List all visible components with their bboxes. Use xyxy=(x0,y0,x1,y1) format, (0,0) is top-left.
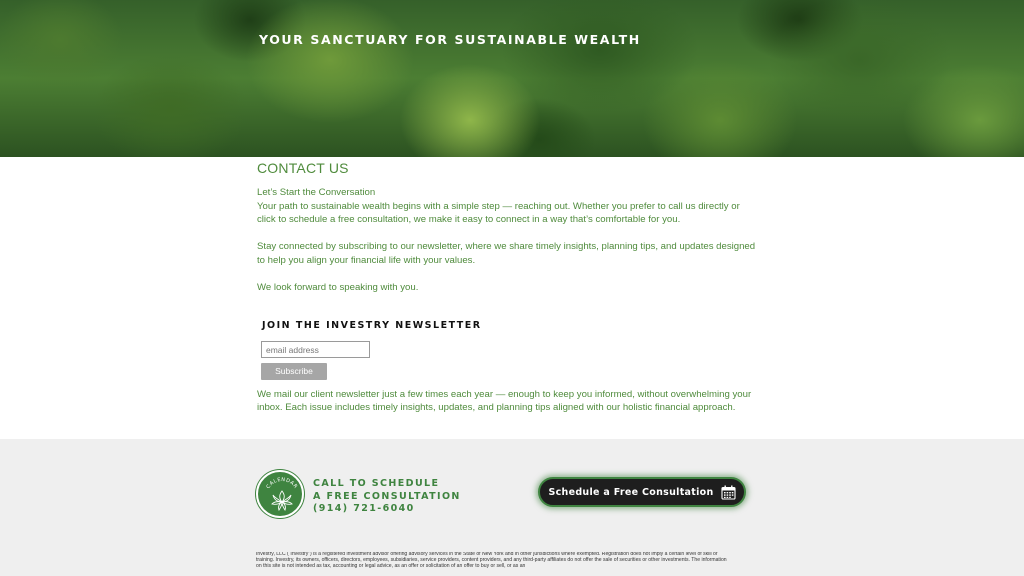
email-input[interactable] xyxy=(261,341,370,358)
contact-paragraph-intro: Your path to sustainable wealth begins with a simple step — reaching out. Whether you prefer to call us directly or click to schedule a free consultation, we make it easy to connect in a way that’s comfortable for you. xyxy=(257,200,740,225)
calendar-badge[interactable] xyxy=(256,470,304,518)
call-to-schedule-text xyxy=(313,478,461,516)
hero-banner xyxy=(0,0,1024,157)
contact-subheading: Let’s Start the Conversation xyxy=(257,187,376,198)
contact-section xyxy=(257,160,757,294)
contact-heading: CONTACT US xyxy=(257,160,349,176)
newsletter-description: We mail our client newsletter just a few times each year — enough to keep you informed, without overwhelming your inbox. Each issue includes timely insights, updates, and planning tips aligned with our holistic financial approach. xyxy=(257,389,752,413)
contact-paragraph-closing: We look forward to speaking with you. xyxy=(257,281,419,293)
schedule-consultation-button[interactable] xyxy=(538,477,746,507)
phone-number[interactable]: (914) 721-6040 xyxy=(313,503,415,514)
schedule-button-label: Schedule a Free Consultation xyxy=(548,486,714,498)
legal-disclaimer: Investry, LLC (“Investry”) is a registered investment advisor offering advisory services in the State of New York and in other jurisdictions where exempted. Registration does not imply a certain level of skill or training. Investry, its owners, officers, directors, employees, subsidiaries, service providers, content providers, and any third-party affiliates do not offer the sale of securities or other investments. The information on this site is not intended as tax, accounting or legal advice, as an offer or solicitation of an offer to buy or sell, or as an xyxy=(256,552,727,569)
subscribe-button[interactable]: Subscribe xyxy=(261,363,327,380)
cta-line-2: A FREE CONSULTATION xyxy=(313,490,461,502)
calendar-icon xyxy=(721,485,736,500)
cta-line-1: CALL TO SCHEDULE xyxy=(313,478,440,489)
svg-text:CALENDAR xyxy=(265,477,298,490)
badge-label: CALENDAR xyxy=(265,476,299,491)
calendar-lotus-icon xyxy=(258,472,306,520)
hero-title: YOUR SANCTUARY FOR SUSTAINABLE WEALTH xyxy=(259,32,641,47)
newsletter-title: JOIN THE INVESTRY NEWSLETTER xyxy=(262,320,482,331)
contact-paragraph-newsletter: Stay connected by subscribing to our newsletter, where we share timely insights, planning tips, and updates designed to help you align your financial life with your values. xyxy=(257,241,756,266)
